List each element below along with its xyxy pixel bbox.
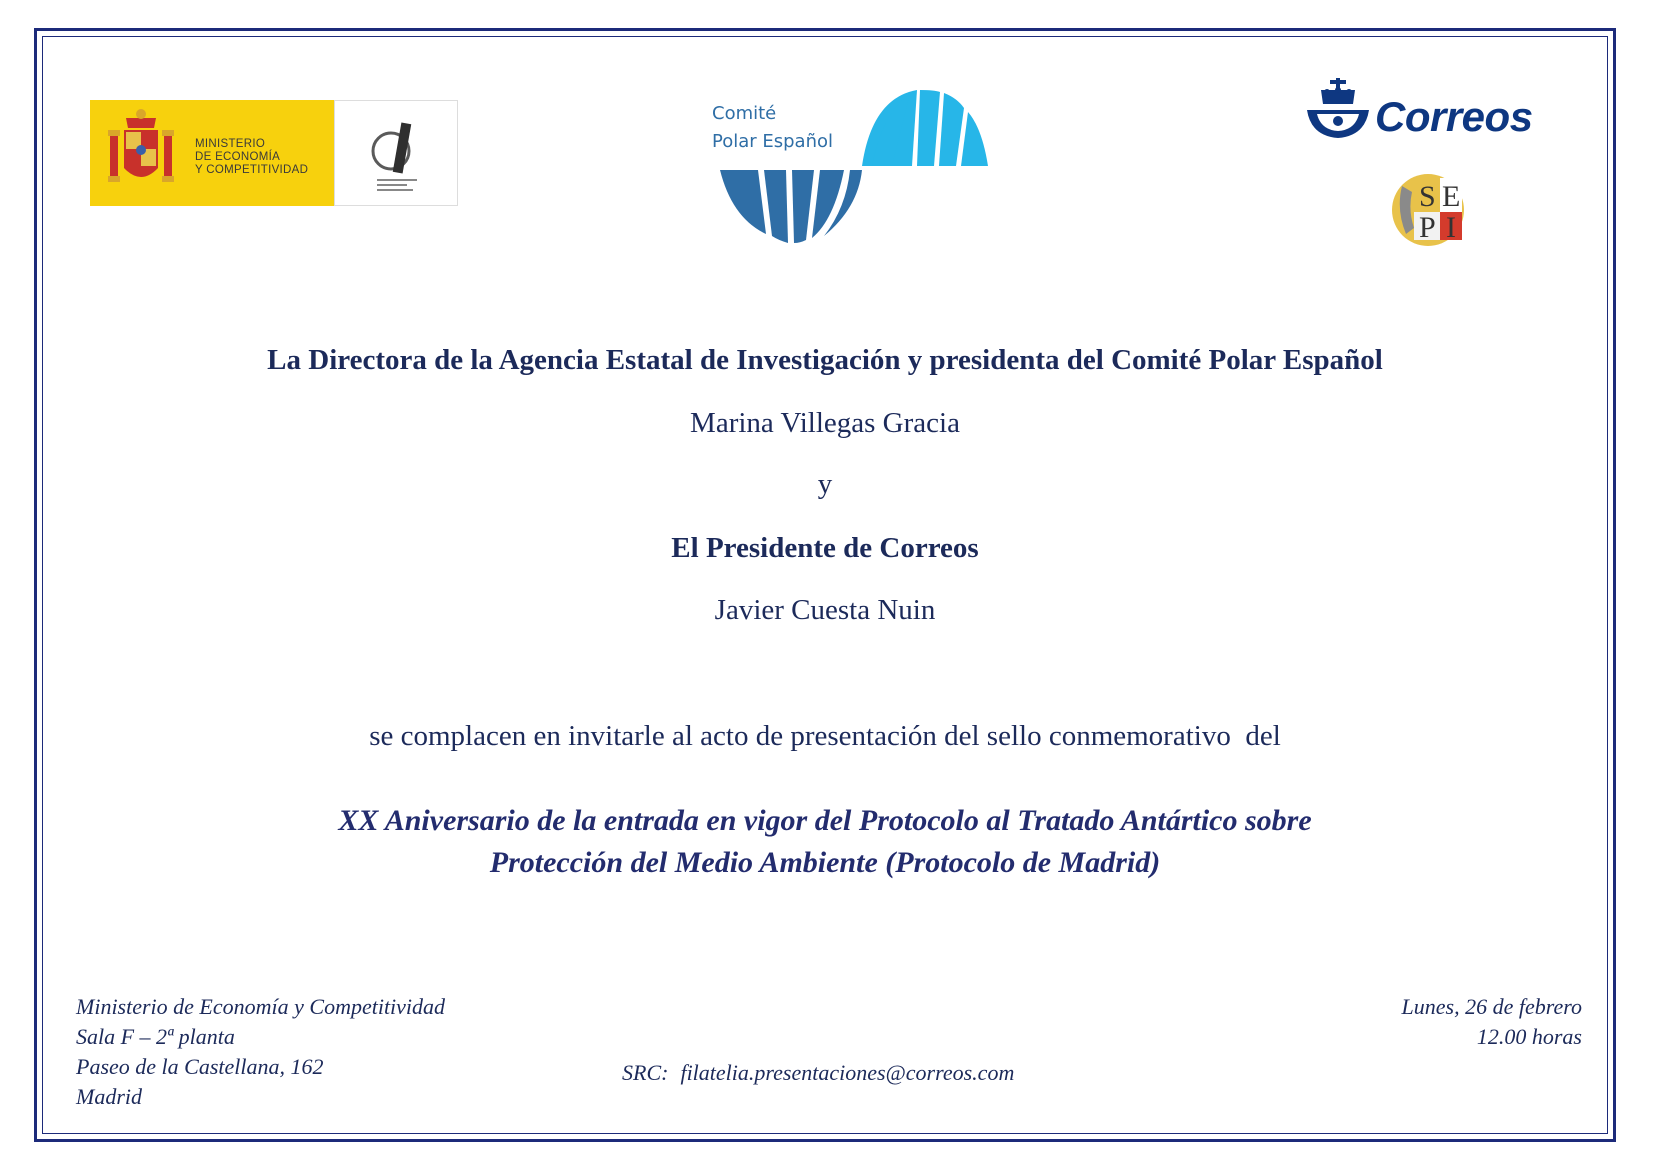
mineco-label: MINISTERIO DE ECONOMÍA Y COMPETITIVIDAD	[195, 138, 309, 176]
event-time: 12.00 horas	[1476, 1024, 1582, 1049]
mineco-logo	[90, 100, 458, 206]
svg-text:E: E	[1442, 180, 1461, 213]
svg-text:S: S	[1419, 180, 1436, 213]
sepi-logo	[1390, 172, 1466, 248]
host2-title: El Presidente de Correos	[671, 532, 979, 564]
aei-panel	[334, 100, 458, 206]
conjunction: y	[817, 468, 833, 500]
host1-name: Marina Villegas Gracia	[690, 407, 960, 439]
venue-line4: Madrid	[76, 1084, 142, 1109]
rsvp-email-link[interactable]: filatelia.presentaciones@correos.com	[680, 1060, 1015, 1085]
event-title-line1: XX Aniversario de la entrada en vigor del Protocolo al Tratado Antártico sobre	[338, 804, 1312, 837]
invite-line: se complacen en invitarle al acto de presentación del sello conmemorativo del	[369, 720, 1281, 752]
comite-polar-logo	[712, 88, 1012, 248]
rsvp-label: SRC:	[622, 1060, 669, 1085]
venue-address	[76, 992, 445, 1112]
correos-wordmark: Correos	[1375, 93, 1533, 140]
aei-logo-icon	[335, 101, 459, 207]
sepi-seal-icon	[1390, 172, 1466, 248]
event-date: Lunes, 26 de febrero	[1401, 994, 1582, 1019]
correos-logo	[1303, 78, 1553, 148]
crown-horn-icon	[1303, 78, 1373, 148]
cpe-label: Comité Polar Español	[712, 103, 834, 152]
globe-icon	[712, 88, 1012, 248]
svg-text:I: I	[1446, 211, 1456, 244]
event-title	[42, 800, 1608, 884]
svg-text:P: P	[1419, 211, 1436, 244]
host2-name: Javier Cuesta Nuin	[714, 594, 936, 626]
spain-coat-of-arms-icon	[96, 100, 186, 206]
event-schedule	[1402, 992, 1582, 1052]
rsvp-contact	[622, 1060, 1026, 1086]
venue-line3: Paseo de la Castellana, 162	[76, 1054, 324, 1079]
event-title-line2: Protección del Medio Ambiente (Protocolo de Madrid)	[489, 846, 1161, 879]
host1-title: La Directora de la Agencia Estatal de Investigación y presidenta del Comité Polar Español	[267, 344, 1383, 376]
mineco-yellow-panel	[90, 100, 334, 206]
venue-line2: Sala F – 2ª planta	[76, 1024, 235, 1049]
venue-line1: Ministerio de Economía y Competitividad	[76, 994, 446, 1019]
